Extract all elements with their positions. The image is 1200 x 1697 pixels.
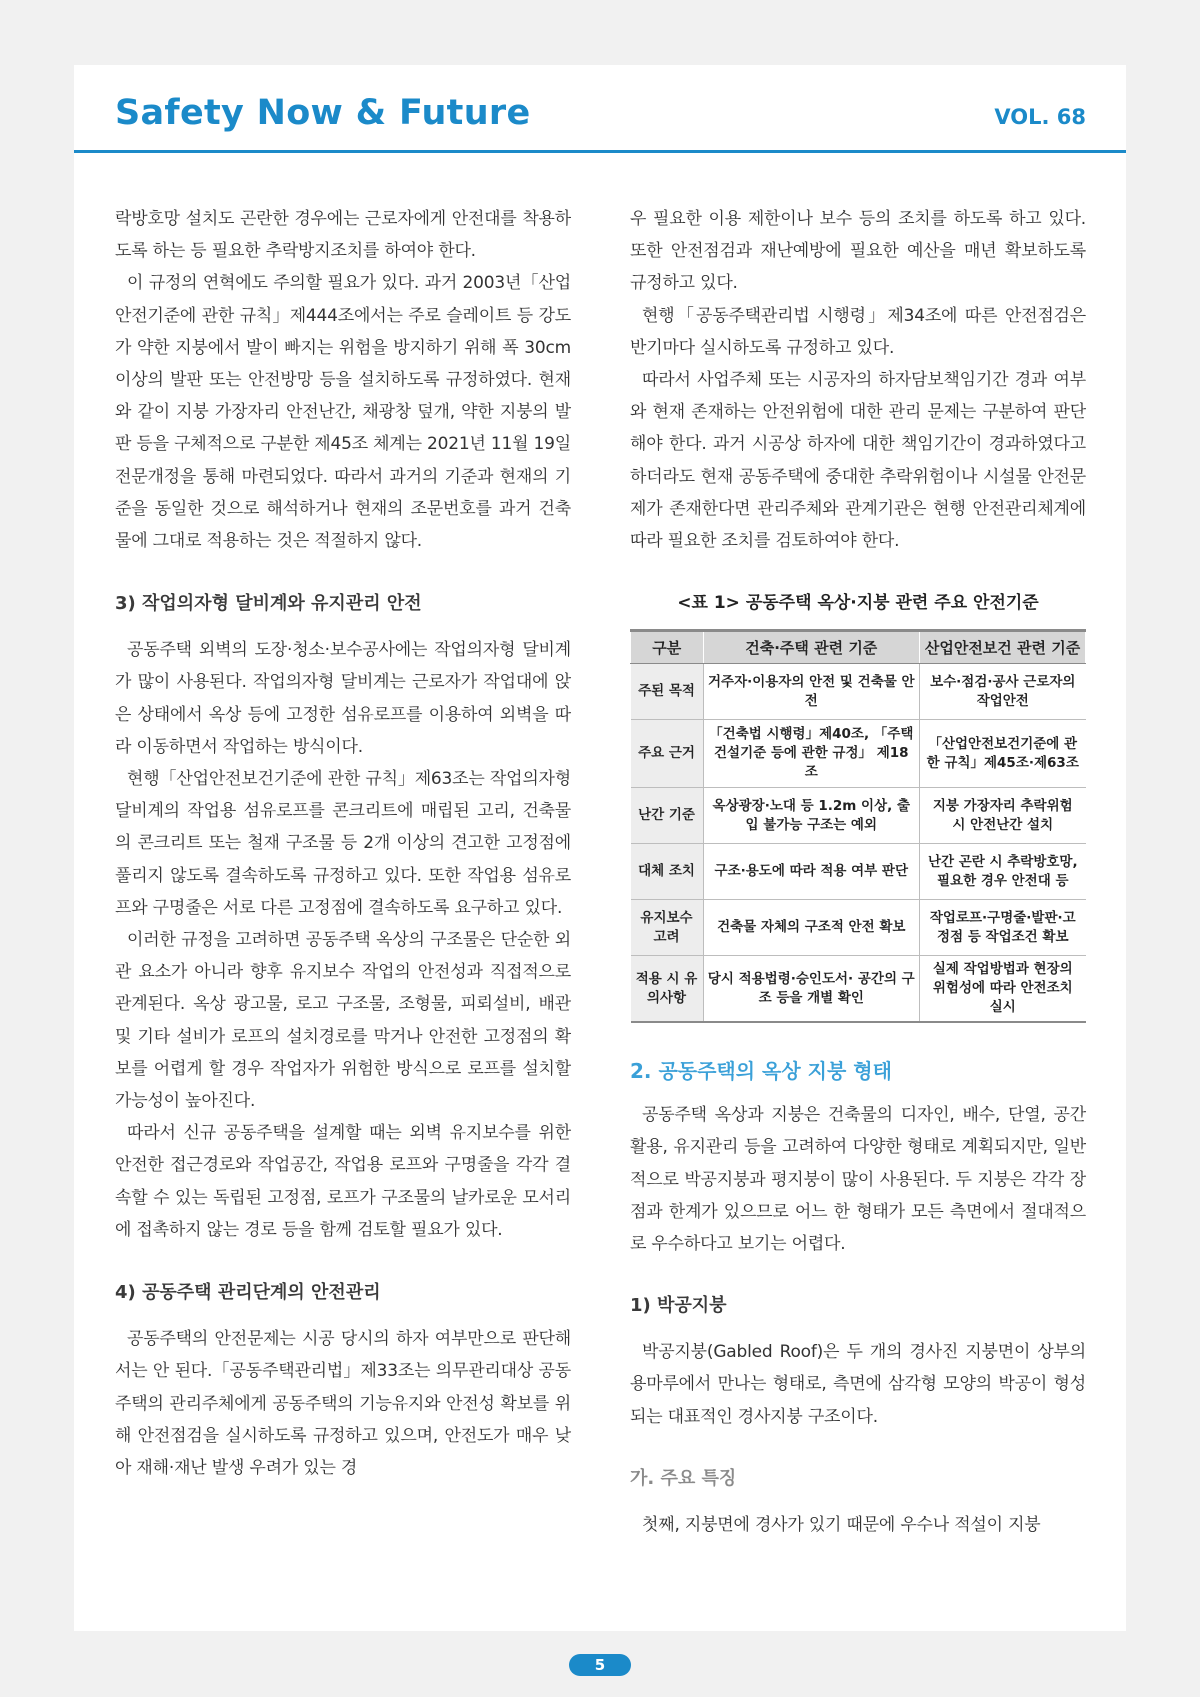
- table-header-cell: 산업안전보건 관련 기준: [920, 631, 1086, 664]
- volume-label: VOL. 68: [994, 105, 1086, 129]
- table-row: [631, 720, 1086, 788]
- right-column: [630, 203, 1086, 1541]
- table-cell: 옥상광장·노대 등 1.2m 이상, 출입 불가능 구조는 예외: [703, 788, 920, 844]
- table-cell: 건축물 자체의 구조적 안전 확보: [703, 900, 920, 956]
- table-cell: 작업로프·구명줄·발판·고정점 등 작업조건 확보: [920, 900, 1086, 956]
- table-cell: 실제 작업방법과 현장의 위험성에 따라 안전조치 실시: [920, 956, 1086, 1023]
- table-header-row: [631, 631, 1086, 664]
- paragraph: 따라서 사업주체 또는 시공자의 하자담보책임기간 경과 여부와 현재 존재하는 안전위험에 대한 관리 문제는 구분하여 판단해야 한다. 과거 시공상 하자에 대한 책임기간이 경과하였다고 하더라도 현재 공동주택에 중대한 추락위험이나 시설물 안전문제가 존재한다면 관리주체와 관계기관은 현행 안전관리체계에 따라 필요한 조치를 검토하여야 한다.: [630, 370, 1086, 552]
- table-cell: 거주자·이용자의 안전 및 건축물 안전: [703, 664, 920, 720]
- paragraph: 박공지붕(Gabled Roof)은 두 개의 경사진 지붕면이 상부의 용마루에서 만나는 형태로, 측면에 삼각형 모양의 박공이 형성되는 대표적인 경사지붕 구조이다.: [630, 1342, 1086, 1427]
- table-cell: 보수·점검·공사 근로자의 작업안전: [920, 664, 1086, 720]
- left-column: [115, 203, 571, 1484]
- table-row: [631, 956, 1086, 1023]
- page-number: 5: [569, 1654, 631, 1676]
- row-label: 적용 시 유의사항: [631, 956, 704, 1023]
- table-row: [631, 844, 1086, 900]
- paragraph: 따라서 신규 공동주택을 설계할 때는 외벽 유지보수를 위한 안전한 접근경로와 작업공간, 작업용 로프와 구명줄을 각각 결속할 수 있는 독립된 고정점, 로프가 구조물의 날카로운 모서리에 접촉하지 않는 경로 등을 함께 검토할 필요가 있다.: [115, 1123, 571, 1240]
- paragraph: 공동주택 외벽의 도장·청소·보수공사에는 작업의자형 달비계가 많이 사용된다. 작업의자형 달비계는 근로자가 작업대에 앉은 상태에서 옥상 등에 고정한 섬유로프를 이용하여 외벽을 따라 이동하면서 작업하는 방식이다.: [115, 640, 571, 757]
- subsection-heading: 1) 박공지붕: [630, 1295, 727, 1317]
- table-cell: 「산업안전보건기준에 관한 규칙」제45조·제63조: [920, 720, 1086, 788]
- row-label: 주요 근거: [631, 720, 704, 788]
- page-header: [115, 93, 1086, 143]
- table-header-cell: 건축·주택 관련 기준: [703, 631, 920, 664]
- table-row: [631, 788, 1086, 844]
- table-cell: 지붕 가장자리 추락위험 시 안전난간 설치: [920, 788, 1086, 844]
- item-heading: 가. 주요 특징: [630, 1467, 737, 1489]
- table-cell: 난간 곤란 시 추락방호망, 필요한 경우 안전대 등: [920, 844, 1086, 900]
- subsection-heading: 3) 작업의자형 달비계와 유지관리 안전: [115, 593, 422, 615]
- row-label: 유지보수 고려: [631, 900, 704, 956]
- paragraph: 첫째, 지붕면에 경사가 있기 때문에 우수나 적설이 지붕: [642, 1514, 1041, 1535]
- paragraph: 우 필요한 이용 제한이나 보수 등의 조치를 하도록 하고 있다. 또한 안전점검과 재난예방에 필요한 예산을 매년 확보하도록 규정하고 있다.: [630, 209, 1086, 294]
- safety-standards-table: [630, 629, 1086, 1023]
- paragraph: 락방호망 설치도 곤란한 경우에는 근로자에게 안전대를 착용하도록 하는 등 필요한 추락방지조치를 하여야 한다.: [115, 209, 571, 262]
- table-cell: 당시 적용법령·승인도서· 공간의 구조 등을 개별 확인: [703, 956, 920, 1023]
- paragraph: 현행「공동주택관리법 시행령」제34조에 따른 안전점검은 반기마다 실시하도록 규정하고 있다.: [630, 305, 1086, 358]
- paragraph: 이러한 규정을 고려하면 공동주택 옥상의 구조물은 단순한 외관 요소가 아니라 향후 유지보수 작업의 안전성과 직접적으로 관계된다. 옥상 광고물, 로고 구조물, 조형물, 피뢰설비, 배관 및 기타 설비가 로프의 설치경로를 막거나 안전한 고정점의 확보를 어렵게 할 경우 작업자가 위험한 방식으로 로프를 설치할 가능성이 높아진다.: [115, 930, 571, 1112]
- paragraph: 현행「산업안전보건기준에 관한 규칙」제63조는 작업의자형 달비계의 작업용 섬유로프를 콘크리트에 매립된 고리, 건축물의 콘크리트 또는 철재 구조물 등 2개 이상의 견고한 고정점에 풀리지 않도록 결속하도록 규정하고 있다. 또한 작업용 섬유로프와 구명줄은 서로 다른 고정점에 결속하도록 요구하고 있다.: [115, 769, 571, 918]
- subsection-heading: 4) 공동주택 관리단계의 안전관리: [115, 1282, 381, 1304]
- table-row: [631, 664, 1086, 720]
- header-divider: [74, 150, 1126, 153]
- table-caption: <표 1> 공동주택 옥상·지붕 관련 주요 안전기준: [677, 593, 1039, 614]
- row-label: 난간 기준: [631, 788, 704, 844]
- row-label: 대체 조치: [631, 844, 704, 900]
- table-header-cell: 구분: [631, 631, 704, 664]
- table-cell: 구조·용도에 따라 적용 여부 판단: [703, 844, 920, 900]
- document-page: [74, 65, 1126, 1631]
- paragraph: 이 규정의 연혁에도 주의할 필요가 있다. 과거 2003년「산업안전기준에 관한 규칙」제444조에서는 주로 슬레이트 등 강도가 약한 지붕에서 발이 빠지는 위험을 방지하기 위해 폭 30cm 이상의 발판 또는 안전방망 등을 설치하도록 규정하였다. 현재와 같이 지붕 가장자리 안전난간, 채광창 덮개, 약한 지붕의 발판 등을 구체적으로 구분한 제45조 체계는 2021년 11월 19일 전문개정을 통해 마련되었다. 따라서 과거의 기준과 현재의 기준을 동일한 것으로 해석하거나 현재의 조문번호를 과거 건축물에 그대로 적용하는 것은 적절하지 않다.: [115, 273, 572, 552]
- section-heading: 2. 공동주택의 옥상 지붕 형태: [630, 1059, 892, 1084]
- paragraph: 공동주택의 안전문제는 시공 당시의 하자 여부만으로 판단해서는 안 된다.「공동주택관리법」제33조는 의무관리대상 공동주택의 관리주체에게 공동주택의 기능유지와 안전성 확보를 위해 안전점검을 실시하도록 규정하고 있으며, 안전도가 매우 낮아 재해·재난 발생 우려가 있는 경: [115, 1329, 571, 1478]
- row-label: 주된 목적: [631, 664, 704, 720]
- paragraph: 공동주택 옥상과 지붕은 건축물의 디자인, 배수, 단열, 공간 활용, 유지관리 등을 고려하여 다양한 형태로 계획되지만, 일반적으로 박공지붕과 평지붕이 많이 사용된다. 두 지붕은 각각 장점과 한계가 있으므로 어느 한 형태가 모든 측면에서 절대적으로 우수하다고 보기는 어렵다.: [630, 1105, 1086, 1255]
- table-cell: 「건축법 시행령」제40조, 「주택건설기준 등에 관한 규정」 제18조: [703, 720, 920, 788]
- publication-title: Safety Now & Future: [115, 93, 531, 133]
- table-row: [631, 900, 1086, 956]
